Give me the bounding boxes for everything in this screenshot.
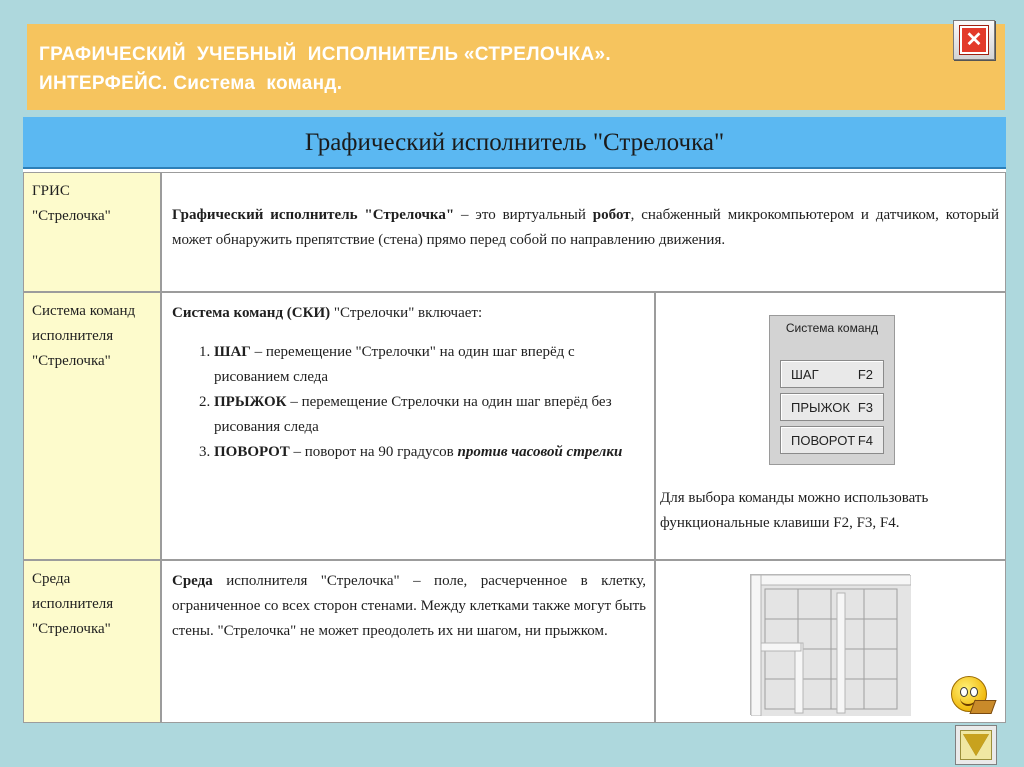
command-panel	[769, 315, 895, 465]
env-term: Среда	[172, 573, 213, 589]
button-label: ПОВОРОТ	[791, 432, 856, 448]
commands-description	[161, 292, 655, 560]
env-text: исполнителя "Стрелочка" – поле, расчерченное в клетку, ограниченное со всех сторон стенами. Между клетками также могут быть стены. "Стрелочка" не может преодолеть их ни шагом, ни прыжком.	[172, 573, 646, 639]
cmd-name: ПРЫЖОК	[214, 394, 287, 410]
list-item	[214, 390, 646, 440]
row-label-commands: Система команд исполнителя "Стрелочка"	[23, 292, 161, 560]
row-label-environment: Среда исполнителя "Стрелочка"	[23, 560, 161, 723]
close-icon: ✕	[960, 26, 988, 54]
button-key: F3	[857, 399, 873, 415]
eye-icon	[970, 687, 978, 697]
close-button[interactable]	[953, 20, 995, 60]
next-slide-button[interactable]	[955, 725, 997, 765]
gris-text-1: – это виртуальный	[454, 207, 593, 223]
cmd-name: ПОВОРОТ	[214, 444, 290, 460]
title-line-1: ГРАФИЧЕСКИЙ УЧЕБНЫЙ ИСПОЛНИТЕЛЬ «СТРЕЛОЧКА».	[39, 44, 611, 65]
table-header: Графический исполнитель "Стрелочка"	[23, 117, 1006, 169]
title-line-2: ИНТЕРФЕЙС. Система команд.	[39, 73, 343, 94]
grid-illustration	[751, 575, 911, 716]
row-label-gris: ГРИС "Стрелочка"	[23, 172, 161, 292]
cmd-desc: – перемещение Стрелочки на один шаг вперёд без рисования следа	[214, 394, 612, 435]
button-key: F2	[857, 366, 873, 382]
button-key: F4	[857, 432, 873, 448]
cmd-name: ШАГ	[214, 344, 251, 360]
function-keys-tip: Для выбора команды можно использовать функциональные клавиши F2, F3, F4.	[660, 490, 929, 531]
down-arrow-icon	[963, 734, 989, 756]
button-label: ПРЫЖОК	[791, 399, 850, 415]
ski-intro: "Стрелочки" включает:	[330, 305, 483, 321]
jump-button[interactable]	[780, 393, 884, 421]
slide-title	[27, 24, 1005, 110]
next-button-face	[960, 730, 992, 760]
environment-grid	[750, 574, 910, 715]
environment-description	[161, 560, 655, 723]
cmd-emph: против часовой стрелки	[457, 444, 623, 460]
eye-icon	[960, 687, 968, 697]
list-item	[214, 440, 646, 465]
button-label: ШАГ	[791, 366, 819, 382]
gris-description	[161, 172, 1006, 292]
gris-text-2: , снабженный микрокомпьютером и датчиком, который может обнаружить препятствие (стена) прямо перед собой по направлению движения.	[172, 207, 999, 248]
ski-term: Система команд (СКИ)	[172, 305, 331, 321]
panel-caption: Система команд	[785, 321, 879, 335]
list-item	[214, 340, 646, 390]
content-slide	[23, 117, 1006, 723]
commands-list	[172, 340, 646, 465]
gris-term: Графический исполнитель "Стрелочка"	[172, 207, 455, 223]
cmd-desc: – перемещение "Стрелочки" на один шаг вперёд с рисованием следа	[214, 344, 575, 385]
robot-term: робот	[592, 207, 631, 223]
table-row	[23, 172, 1006, 292]
step-button[interactable]	[780, 360, 884, 388]
turn-button[interactable]	[780, 426, 884, 454]
cmd-desc: – поворот на 90 градусов	[289, 444, 458, 460]
